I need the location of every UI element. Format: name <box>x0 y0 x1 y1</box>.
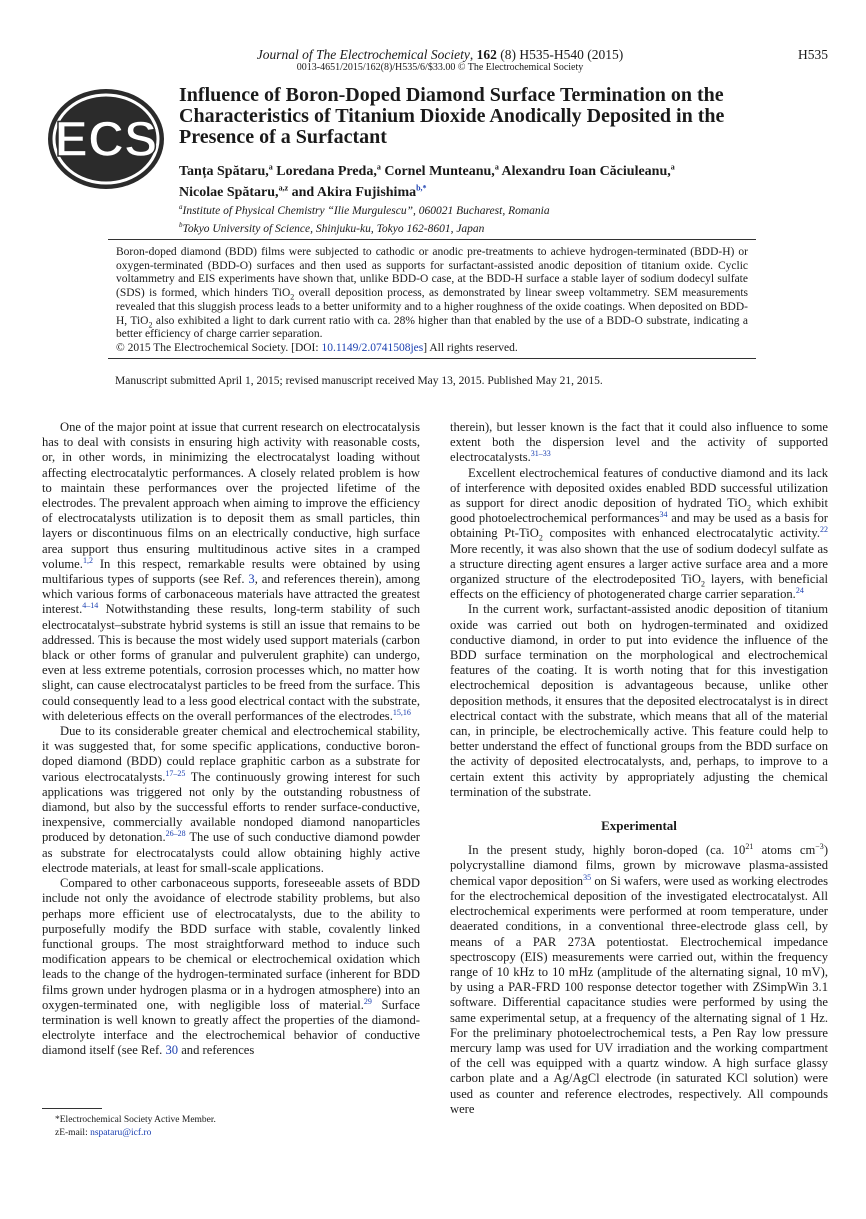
author-list <box>179 158 779 201</box>
footnote-divider <box>42 1108 102 1109</box>
citation-link[interactable]: 26–28 <box>165 829 186 839</box>
paragraph: therein), but lesser known is the fact that it could also influence to some extent both the dispersion level and the activity of supported electrocatalysts.$^{31-33}$ <box>450 420 828 465</box>
body-right-column <box>450 420 828 1117</box>
citation-link[interactable]: 35 <box>583 872 592 882</box>
affiliations <box>179 200 779 236</box>
author: Alexandru Ioan Căciuleanu,$^a$ <box>501 162 675 179</box>
paragraph: Due to its considerable greater chemical and electrochemical stability, it was suggested that, for some specific applications, conductive boron-doped diamond (BDD) could replace graphitic carbon as a substrate for various electrocatalysts.$^{17-25}$ The continuously growing interest for such applications was triggered not only by the outstanding robustness of diamond, but also by the successful efforts to render surface-conductive, inexpensive, commercially available nondoped diamond nanoparticles produced by detonation.$^{26-28}$ The use of such conductive diamond powder as substrate for electrocatalysts could allow obtaining highly active electrode materials, at least for small-scale applications. <box>42 724 420 875</box>
citation-link[interactable]: 24 <box>795 586 804 596</box>
manuscript-dates: Manuscript submitted April 1, 2015; revised manuscript received May 13, 2015. Published May 21, 2015. <box>115 375 603 387</box>
ecs-logo-icon <box>44 84 168 194</box>
paragraph: Excellent electrochemical features of conductive diamond and its lack of interference with deposited oxides enabled BDD successful utilization as support for direct anodic deposition of hydrated TiO$_2$ which exhibit good photoelectrochemical performances$^{34}$ and may be used as a basis for obtaining Pt-TiO$_2$ composites with enhanced electrocatalytic activity.$^{22}$ More recently, it was also shown that the use of sodium dodecyl sulfate as a structure directing agent ensures a larger active surface area and a more organized structure of the electrodeposited TiO$_2$ layers, with beneficial effects on the efficiency of photogenerated charge carrier separation.$^{24}$ <box>450 465 828 602</box>
journal-issue-pages: (8) H535-H540 (2015) <box>500 47 624 62</box>
citation-link[interactable]: 30 <box>165 1043 179 1058</box>
abstract: Boron-doped diamond (BDD) films were subjected to cathodic or anodic pre-treatments to achieve hydrogen-terminated (BDD-H) or oxygen-terminated (BDD-O) surfaces and then used as supports for surfactant-assisted anodic deposition of titanium oxide. Cyclic voltammetry and EIS experiments have shown that, unlike BDD-O case, at the BDD-H surface a stable layer of sodium dodecyl sulfate (SDS) is formed, which hinders TiO$_2$ overall deposition process, as demonstrated by linear sweep voltammetry. SEM measurements revealed that this sluggish process leads to a better uniformity and to a higher roughness of the oxide coatings. When deposited on BDD-H, TiO$_2$ also exhibited a light to dark current ratio with ca. 28% higher than that enabled by the use of a BDD-O substrate, indicating a better efficiency of charge carrier separation. © 2015 The Electrochemical Society. [DOI: 10.1149/2.0741508jes] All rights reserved. <box>108 239 756 359</box>
author: Nicolae Spătaru,$^{a,z}$ <box>179 183 289 201</box>
paragraph: Compared to other carbonaceous supports, foreseeable assets of BDD include not only the avoidance of electrode stability problems, but also perhaps more efficient use of electrocatalysts, due to the ability to purposefully modify the BDD surface with stable, covalently linked functional groups. The most straightforward method to induce such modification appears to be chemical or electrochemical oxidation which leads to the change of the hydrogen-terminated surface (inherent for BDD films grown under hydrogen plasma or in a hydrogen atmosphere) into an oxygen-terminated one, with negligible loss of material.$^{29}$ Surface termination is well known to greatly affect the properties of the diamond-electrolyte interface and the electrochemical behavior of conductive diamond itself (see Ref. 30 and references <box>42 876 420 1058</box>
doi-link[interactable]: 10.1149/2.0741508jes <box>321 341 424 354</box>
section-heading: Experimental <box>601 818 677 834</box>
body-left-column <box>42 420 420 1059</box>
journal-volume: 162 <box>476 47 497 62</box>
citation-link[interactable]: 1,2 <box>82 555 93 565</box>
paragraph: One of the major point at issue that current research on electrocatalysis has to deal with consists in ensuring high activity with reasonable costs, or, in other words, in minimizing the electrocatalyst loading without affecting electrocatalytic performances. A closely related problem is how to maintain these performances over the projected lifetime of the electrodes. The prevalent approach when aiming to improve the efficiency of electrocatalysts utilization is to deposit them as small particles, thin layers or discontinuous films on an electrically conductive, high surface area support thus ensuring multitudinous active sites in a cramped volume.$^{1,2}$ In this respect, remarkable results were obtained by using multifarious types of supports (see Ref. 3, and references therein), among which various forms of carbonaceous materials have attracted the greatest interest.$^{4-14}$ Notwithstanding these results, long-term stability of such electrocatalyst–substrate hybrid systems is still an issue that remains to be addressed. This is because the most widely used support materials (carbon black or other forms of granular and pulverulent graphite) can undergo, even at less extreme potentials, corrosion processes which, no matter how slight, can cause electrocatalyst particles to be freed from the surface. This could consequently lead to a less good electrical contact with the substrate, with deleterious effects on the overall performances of the electrodes.$^{15,16}$ <box>42 420 420 723</box>
page-number: H535 <box>798 47 828 62</box>
citation-link[interactable]: 15,16 <box>392 707 411 717</box>
footnote: zE-mail: nspataru@icf.ro <box>55 1128 152 1138</box>
footnote: *Electrochemical Society Active Member. <box>55 1115 216 1125</box>
citation-link[interactable]: 17–25 <box>165 768 186 778</box>
ecs-logo-text: ECS <box>54 111 158 167</box>
email-link[interactable]: nspataru@icf.ro <box>90 1128 152 1138</box>
paragraph: In the present study, highly boron-doped (ca. $10^{21}$ atoms $cm^{-3}$) polycrystalline diamond films, grown by microwave plasma-assisted chemical vapor deposition$^{35}$ on Si wafers, were used as working electrodes for the electrochemical deposition of the investigated electrocatalyst. All electrochemical experiments were performed at room temperature, under deaerated conditions, in a conventional three-electrode glass cell, by means of a PAR 273A potentiostat. Electrochemical impedance spectroscopy (EIS) measurements were carried out, within the frequency range of 10 kHz to 10 mHz (amplitude of the alternating signal, 10 mV), by using a PAR-FRD 100 response detector together with ZSimpWin 3.1 software. Differential capacitance studies were performed by using the same experimental setup, at a frequency of the alternating signal of 1 Hz. For the preliminary photoelectrochemical tests, a Pen Ray low pressure mercury lamp was used for UV irradiation and the working compartment of the cell was equipped with a quartz window. A high surface glassy carbon plate and a Ag/AgCl electrode (in saturated KCl solution) were used as counter and reference electrodes, respectively. All compounds were <box>450 842 829 1116</box>
author: and Akira Fujishima$^{b,*}$ <box>291 183 427 201</box>
citation-link[interactable]: 29 <box>363 996 372 1006</box>
author: Loredana Preda,$^a$ <box>276 162 381 179</box>
citation-link[interactable]: 4–14 <box>82 601 99 611</box>
citation-link[interactable]: 3 <box>248 572 255 587</box>
affiliation: $^a$Institute of Physical Chemistry “Ilie Murgulescu”, 060021 Bucharest, Romania <box>179 203 550 217</box>
article-title: Influence of Boron-Doped Diamond Surface Termination on the Characteristics of Titanium Dioxide Anodically Deposited in the Presence of a Surfactant <box>179 84 725 148</box>
citation-link[interactable]: 22 <box>820 525 828 535</box>
paragraph: In the current work, surfactant-assisted anodic deposition of titanium oxide was carried out both on hydrogen-terminated and oxidized conductive diamond, in order to put into evidence the influence of the BDD surface termination on the morphological and electrochemical features of the coating. It is worth noting that for this investigation electrochemical deposition is advantageous because, unlike other deposition methods, it ensures that the deposited electrocatalyst is in direct electrical contact with the substrate, which means that all of the material can, in principle, be electrochemically active. This feature could help to better understand the effect of functional groups from the BDD surface on the activity of deposited electrocatalysts, and, perhaps, to improve to a certain extent this activity by appropriately adjusting the chemical termination of the substrate. <box>450 602 828 799</box>
author: Tanța Spătaru,$^a$ <box>179 162 273 179</box>
affiliation: $^b$Tokyo University of Science, Shinjuku-ku, Tokyo 162-8601, Japan <box>179 220 485 235</box>
ecs-logo <box>44 84 168 194</box>
journal-name: Journal of The Electrochemical Society <box>256 47 470 62</box>
issn-line: 0013-4651/2015/162(8)/H535/6/$33.00 © The Electrochemical Society <box>296 62 584 73</box>
footnotes <box>55 1114 415 1140</box>
citation-link[interactable]: 34 <box>659 510 668 520</box>
author: Cornel Munteanu,$^a$ <box>384 162 499 179</box>
citation-link[interactable]: 31–33 <box>530 449 551 459</box>
journal-citation: Journal of The Electrochemical Society, 162 (8) H535-H540 (2015) <box>256 47 624 62</box>
